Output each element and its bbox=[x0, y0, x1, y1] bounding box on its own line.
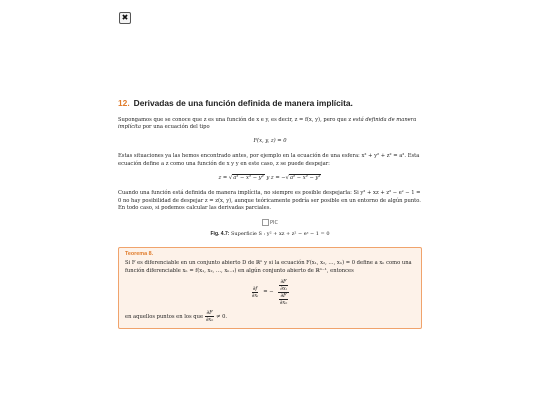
paragraph-implicit-note: Cuando una función está definida de manera implícita, no siempre es posible despejarla: Si y² + xz + z² − eᶻ − 1 = 0 no hay posibilidad de despejar z = z(x, y), aunque teóricamente podría ser posible en un entorno de algún punto. En todo caso, si podemos calcular las derivadas parciales. bbox=[118, 190, 421, 212]
paragraph-sphere: Estas situaciones ya las hemos encontrado antes, por ejemplo en la ecuación de una esfera: x² + y² + z² = a². Esta ecuación define a z como una función de x y y en este caso, z se puede despejar: bbox=[118, 153, 420, 167]
rhs-den-den: ∂xₙ bbox=[279, 300, 288, 307]
paragraph-intro-text-a: Supongamos que se conoce que z es una función de x e y, es decir, z = f(x, y), pero que z bbox=[118, 116, 353, 123]
section-heading bbox=[118, 100, 422, 108]
theorem-title: Teorema 8. bbox=[125, 250, 154, 257]
theorem-tail-text: en aquellos puntos en los que bbox=[125, 314, 204, 321]
section-number: 12. bbox=[118, 98, 130, 108]
section-title: Derivadas de una función definida de manera implícita. bbox=[133, 98, 353, 108]
figure-caption-text: Superficie S : y² + xz + z² − eᶻ − 1 = 0 bbox=[229, 230, 330, 237]
equation-implicit: F(x, y, z) = 0 bbox=[253, 137, 287, 144]
paragraph-intro-text-c: por una ecuación del tipo bbox=[140, 124, 210, 131]
lhs-denominator: ∂xᵢ bbox=[251, 293, 259, 300]
eq2-radicand-1: a² − x² − y² bbox=[233, 174, 264, 181]
figure-caption-label: Fig. 4.7: bbox=[210, 230, 230, 237]
theorem-tail-end: ≠ 0. bbox=[216, 314, 228, 321]
paragraph-intro bbox=[118, 117, 422, 132]
figure-caption bbox=[118, 231, 422, 239]
theorem-text: Si F es diferenciable en un conjunto abierto D de ℝⁿ y si la ecuación F(x₁, x₂, …, xₙ) = 0 define a xₙ como una función diferenciable xₙ = f(x₁, x₂, …, xₙ₋₁) en algún conjunto abierto de ℝⁿ⁻¹, entonces bbox=[125, 260, 412, 274]
broken-image-icon bbox=[258, 219, 282, 228]
fraction-tail bbox=[205, 310, 215, 323]
rhs-den-num: ∂F bbox=[280, 293, 287, 300]
rhs-num-den: ∂xᵢ bbox=[280, 286, 287, 293]
document-content bbox=[118, 100, 422, 329]
tail-denominator: ∂xₙ bbox=[205, 317, 214, 324]
rhs-denominator bbox=[278, 293, 290, 306]
equation-sphere-solution bbox=[118, 175, 422, 183]
theorem-box bbox=[118, 247, 422, 330]
eq2-mid: y z = −√ bbox=[264, 174, 289, 181]
eq2-radicand-2: a² − x² − y² bbox=[289, 174, 321, 181]
figure-alt-text: PIC bbox=[270, 219, 278, 226]
fraction-rhs bbox=[278, 279, 290, 306]
close-button[interactable]: ✖ bbox=[119, 12, 131, 24]
rhs-numerator bbox=[278, 279, 289, 293]
lhs-numerator: ∂f bbox=[252, 286, 258, 293]
equals-minus: = − bbox=[263, 289, 274, 296]
theorem-tail bbox=[125, 310, 415, 323]
fraction-lhs bbox=[251, 286, 260, 299]
rhs-num-num: ∂F bbox=[280, 279, 287, 286]
theorem-equation bbox=[125, 279, 415, 306]
paragraph-intro-emphasis: está definida de manera implícita bbox=[118, 116, 417, 131]
eq2-lhs: z = √ bbox=[218, 174, 233, 181]
figure bbox=[118, 219, 422, 228]
tail-numerator: ∂F bbox=[206, 310, 213, 317]
